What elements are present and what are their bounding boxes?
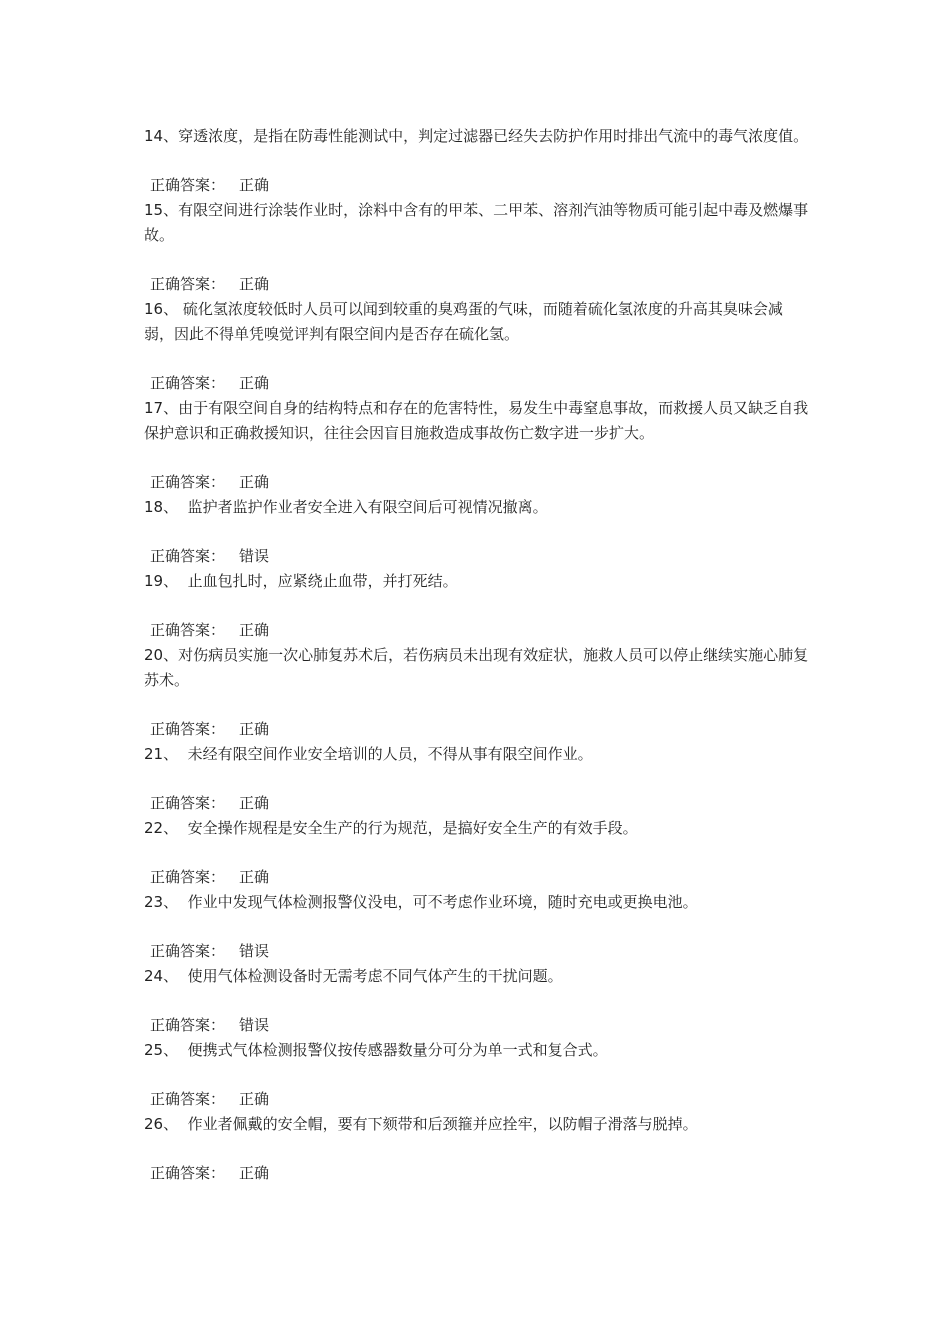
question-block-18 [144, 495, 810, 569]
answer-value: 正确 [239, 176, 270, 194]
question-block-17 [144, 396, 810, 495]
question-number: 25、 [144, 1041, 188, 1059]
answer-label: 正确答案： [150, 275, 226, 293]
question-text [144, 495, 810, 520]
question-number: 20、 [144, 646, 179, 664]
question-number: 15、 [144, 201, 179, 219]
question-body: 止血包扎时，应紧绕止血带，并打死结。 [187, 572, 458, 590]
answer-line [144, 1161, 810, 1186]
answer-line [144, 791, 810, 816]
answer-line [144, 717, 810, 742]
question-text [144, 124, 810, 149]
question-text [144, 1038, 810, 1063]
answer-label: 正确答案： [150, 942, 226, 960]
question-number: 26、 [144, 1115, 188, 1133]
answer-value: 错误 [239, 1016, 270, 1034]
answer-label: 正确答案： [150, 1016, 226, 1034]
answer-label: 正确答案： [150, 720, 226, 738]
question-number: 18、 [144, 498, 188, 516]
question-body: 有限空间进行涂装作业时，涂料中含有的甲苯、二甲苯、溶剂汽油等物质可能引起中毒及燃爆事故。 [144, 201, 809, 244]
answer-value: 正确 [239, 720, 270, 738]
question-number: 17、 [144, 399, 179, 417]
question-body: 安全操作规程是安全生产的行为规范，是搞好安全生产的有效手段。 [187, 819, 638, 837]
answer-label: 正确答案： [150, 176, 226, 194]
answer-line [144, 544, 810, 569]
question-block-19 [144, 569, 810, 643]
question-block-24 [144, 964, 810, 1038]
answer-value: 错误 [239, 942, 270, 960]
question-block-26 [144, 1112, 810, 1186]
answer-label: 正确答案： [150, 473, 226, 491]
question-body: 对伤病员实施一次心肺复苏术后，若伤病员未出现有效症状，施救人员可以停止继续实施心肺复苏术。 [144, 646, 809, 689]
question-text [144, 742, 810, 767]
answer-line [144, 865, 810, 890]
answer-value: 正确 [239, 473, 270, 491]
answer-line [144, 470, 810, 495]
question-body: 作业者佩戴的安全帽，要有下颏带和后颈箍并应拴牢，以防帽子滑落与脱掉。 [187, 1115, 698, 1133]
answer-label: 正确答案： [150, 1164, 226, 1182]
answer-label: 正确答案： [150, 794, 226, 812]
question-text [144, 964, 810, 989]
question-body: 硫化氢浓度较低时人员可以闻到较重的臭鸡蛋的气味，而随着硫化氢浓度的升高其臭味会减弱，因此不得单凭嗅觉评判有限空间内是否存在硫化氢。 [144, 300, 783, 343]
question-body: 穿透浓度，是指在防毒性能测试中，判定过滤器已经失去防护作用时排出气流中的毒气浓度值。 [178, 127, 809, 145]
question-body: 作业中发现气体检测报警仪没电，可不考虑作业环境，随时充电或更换电池。 [187, 893, 698, 911]
question-block-21 [144, 742, 810, 816]
question-number: 14、 [144, 127, 179, 145]
answer-value: 错误 [239, 547, 270, 565]
question-number: 21、 [144, 745, 188, 763]
answer-line [144, 173, 810, 198]
question-number: 16、 [144, 300, 183, 318]
answer-label: 正确答案： [150, 868, 226, 886]
question-body: 使用气体检测设备时无需考虑不同气体产生的干扰问题。 [187, 967, 563, 985]
answer-value: 正确 [239, 794, 270, 812]
answer-line [144, 939, 810, 964]
answer-value: 正确 [239, 621, 270, 639]
question-text [144, 297, 810, 347]
question-text [144, 816, 810, 841]
question-number: 24、 [144, 967, 188, 985]
answer-label: 正确答案： [150, 374, 226, 392]
answer-value: 正确 [239, 1090, 270, 1108]
question-number: 22、 [144, 819, 188, 837]
answer-label: 正确答案： [150, 621, 226, 639]
question-block-16 [144, 297, 810, 396]
question-text [144, 569, 810, 594]
answer-line [144, 1087, 810, 1112]
question-block-25 [144, 1038, 810, 1112]
answer-label: 正确答案： [150, 1090, 226, 1108]
answer-line [144, 371, 810, 396]
question-block-22 [144, 816, 810, 890]
question-text [144, 890, 810, 915]
answer-label: 正确答案： [150, 547, 226, 565]
question-text [144, 198, 810, 248]
question-body: 未经有限空间作业安全培训的人员，不得从事有限空间作业。 [187, 745, 593, 763]
answer-value: 正确 [239, 1164, 270, 1182]
question-number: 23、 [144, 893, 188, 911]
question-text [144, 643, 810, 693]
question-body: 便携式气体检测报警仪按传感器数量分可分为单一式和复合式。 [187, 1041, 608, 1059]
question-number: 19、 [144, 572, 188, 590]
question-body: 监护者监护作业者安全进入有限空间后可视情况撤离。 [187, 498, 548, 516]
answer-value: 正确 [239, 275, 270, 293]
answer-line [144, 618, 810, 643]
answer-line [144, 1013, 810, 1038]
question-text [144, 396, 810, 446]
answer-value: 正确 [239, 868, 270, 886]
question-block-20 [144, 643, 810, 742]
answer-line [144, 272, 810, 297]
question-block-15 [144, 198, 810, 297]
question-text [144, 1112, 810, 1137]
question-block-14 [144, 124, 810, 198]
answer-value: 正确 [239, 374, 270, 392]
question-block-23 [144, 890, 810, 964]
question-body: 由于有限空间自身的结构特点和存在的危害特性，易发生中毒窒息事故，而救援人员又缺乏自我保护意识和正确救援知识，往往会因盲目施救造成事故伤亡数字进一步扩大。 [144, 399, 809, 442]
